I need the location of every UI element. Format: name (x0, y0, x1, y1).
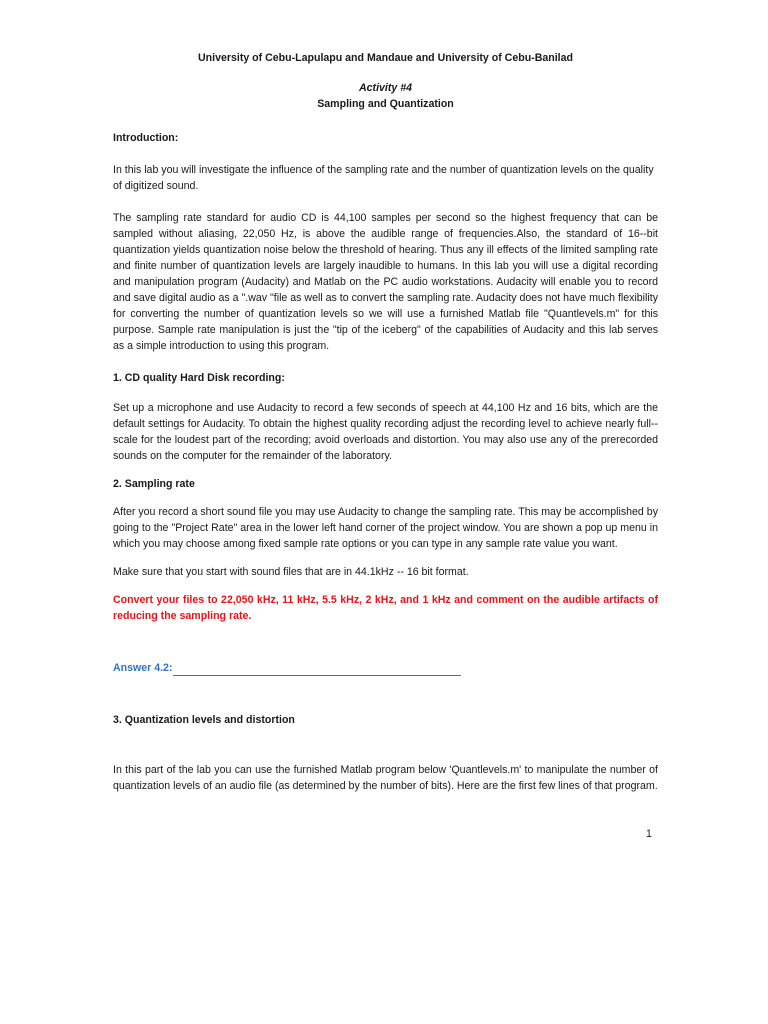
section-1-paragraph: Set up a microphone and use Audacity to record a few seconds of speech at 44,100 Hz and 16 bits, which are the default settings for Audacity. To obtain the highest quality recording adjust the recording level to achieve nearly full--scale for the loudest part of the recording; avoid overloads and distortion. You may also use any of the prerecorded sounds on the computer for the remainder of the laboratory. (113, 402, 658, 462)
intro-paragraph-1: In this lab you will investigate the influence of the sampling rate and the number of quantization levels on the quality of digitized sound. (113, 164, 654, 192)
section-2-paragraph-1: After you record a short sound file you may use Audacity to change the sampling rate. This may be accomplished by going to the "Project Rate" area in the lower left hand corner of the project window. You are shown a pop up menu in which you may choose among fixed sample rate options or you can type in any sample rate value you want. (113, 506, 658, 550)
answer-4-2 (113, 660, 658, 676)
university-title: University of Cebu-Lapulapu and Mandaue and University of Cebu-Banilad (198, 52, 573, 64)
introduction-heading: Introduction: (113, 132, 179, 144)
section-2-heading: 2. Sampling rate (113, 478, 195, 490)
answer-label: Answer 4.2: (113, 662, 173, 674)
section-3-heading: 3. Quantization levels and distortion (113, 714, 295, 726)
answer-blank-line[interactable] (173, 663, 461, 676)
activity-title: Activity #4 (359, 82, 412, 94)
section-1-heading: 1. CD quality Hard Disk recording: (113, 372, 285, 384)
section-3-paragraph: In this part of the lab you can use the furnished Matlab program below 'Quantlevels.m' to manipulate the number of quantization levels of an audio file (as determined by the number of bits). Here are the first few lines of that program. (113, 764, 658, 792)
section-2-paragraph-2: Make sure that you start with sound files that are in 44.1kHz -- 16 bit format. (113, 566, 469, 578)
sampling-rate-task: Convert your files to 22,050 kHz, 11 kHz, 5.5 kHz, 2 kHz, and 1 kHz and comment on the audible artifacts of reducing the sampling rate. (113, 594, 658, 622)
activity-subtitle: Sampling and Quantization (317, 98, 454, 110)
page-number: 1 (646, 828, 652, 840)
intro-paragraph-2: The sampling rate standard for audio CD is 44,100 samples per second so the highest frequency that can be sampled without aliasing, 22,050 Hz, is above the audible range of frequencies.Also, the standard of 16--bit quantization yields quantization noise below the threshold of hearing. Thus any ill effects of the limited sampling rate and finite number of quantization levels are largely inaudible to humans. In this lab you will use a digital recording and manipulation program (Audacity) and Matlab on the PC audio workstations. Audacity will enable you to record and save digital audio as a ".wav "file as well as to convert the sampling rate. Audacity does not have much flexibility for converting the number of quantization levels so we will use a furnished Matlab file "Quantlevels.m" for this purpose. Sample rate manipulation is just the "tip of the iceberg" of the capabilities of Audacity and this lab serves as a simple introduction to using this program. (113, 212, 658, 352)
page-content (113, 50, 658, 794)
